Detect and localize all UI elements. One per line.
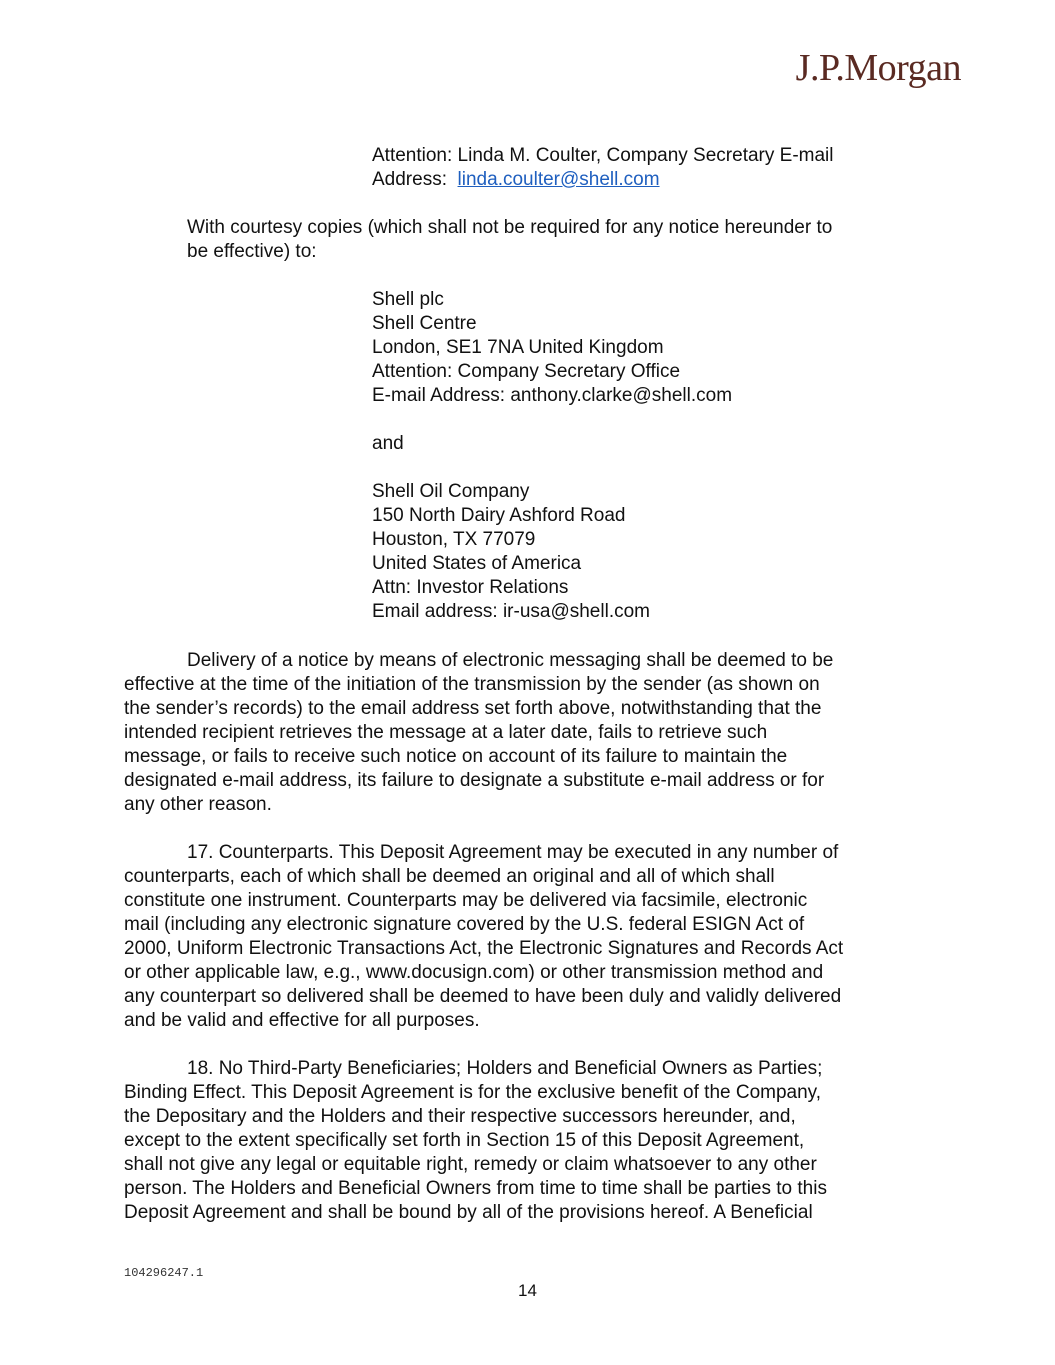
paragraph-line: and be valid and effective for all purposes. (124, 1010, 480, 1031)
address-line: E-mail Address: anthony.clarke@shell.com (372, 385, 733, 406)
address-line: United States of America (372, 553, 582, 574)
paragraph-line: any other reason. (124, 794, 272, 815)
paragraph-line: 18. No Third-Party Beneficiaries; Holders and Beneficial Owners as Parties; (187, 1058, 823, 1079)
paragraph-line: effective at the time of the initiation of the transmission by the sender (as shown on (124, 674, 820, 695)
paragraph-line: counterparts, each of which shall be deemed an original and all of which shall (124, 866, 775, 887)
jpmorgan-logo: J.P.Morgan (795, 47, 961, 89)
courtesy-line-2: be effective) to: (187, 241, 317, 262)
paragraph-line: the Depositary and the Holders and their respective successors hereunder, and, (124, 1106, 796, 1127)
attention-email-line (372, 168, 660, 192)
paragraph-line: 17. Counterparts. This Deposit Agreement may be executed in any number of (187, 842, 839, 863)
page-number: 14 (518, 1281, 537, 1300)
paragraph-line: 2000, Uniform Electronic Transactions Act, the Electronic Signatures and Records Act (124, 938, 844, 959)
paragraph-line: the sender’s records) to the email address set forth above, notwithstanding that the (124, 698, 822, 719)
email-address-label: Address: (372, 169, 458, 190)
paragraph-line: Delivery of a notice by means of electronic messaging shall be deemed to be (187, 650, 834, 671)
address-line: Shell plc (372, 289, 444, 310)
paragraph-line: except to the extent specifically set forth in Section 15 of this Deposit Agreement, (124, 1130, 805, 1151)
address-line: Shell Centre (372, 313, 477, 334)
paragraph-line: designated e-mail address, its failure to designate a substitute e-mail address or for (124, 770, 825, 791)
attention-line: Attention: Linda M. Coulter, Company Secretary E-mail (372, 145, 834, 166)
address-line: Attn: Investor Relations (372, 577, 569, 598)
paragraph-line: constitute one instrument. Counterparts may be delivered via facsimile, electronic (124, 890, 808, 911)
linda-coulter-email-link[interactable]: linda.coulter@shell.com (457, 169, 660, 190)
paragraph-line: Binding Effect. This Deposit Agreement is for the exclusive benefit of the Company, (124, 1082, 822, 1103)
and-text: and (372, 433, 404, 454)
paragraph-line: message, or fails to receive such notice on account of its failure to maintain the (124, 746, 788, 767)
address-line: Email address: ir-usa@shell.com (372, 601, 650, 622)
address-line: 150 North Dairy Ashford Road (372, 505, 626, 526)
address-line: Houston, TX 77079 (372, 529, 536, 550)
paragraph-line: Deposit Agreement and shall be bound by all of the provisions hereof. A Beneficial (124, 1202, 813, 1223)
courtesy-line-1: With courtesy copies (which shall not be required for any notice hereunder to (187, 217, 833, 238)
address-line: Shell Oil Company (372, 481, 530, 502)
paragraph-line: intended recipient retrieves the message at a later date, fails to retrieve such (124, 722, 768, 743)
paragraph-line: any counterpart so delivered shall be deemed to have been duly and validly delivered (124, 986, 842, 1007)
address-line: Attention: Company Secretary Office (372, 361, 681, 382)
address-line: London, SE1 7NA United Kingdom (372, 337, 664, 358)
paragraph-line: shall not give any legal or equitable right, remedy or claim whatsoever to any other (124, 1154, 817, 1175)
document-id: 104296247.1 (124, 1266, 204, 1280)
paragraph-line: mail (including any electronic signature covered by the U.S. federal ESIGN Act of (124, 914, 805, 935)
paragraph-line: person. The Holders and Beneficial Owners from time to time shall be parties to this (124, 1178, 827, 1199)
paragraph-line: or other applicable law, e.g., www.docusign.com) or other transmission method and (124, 962, 824, 983)
